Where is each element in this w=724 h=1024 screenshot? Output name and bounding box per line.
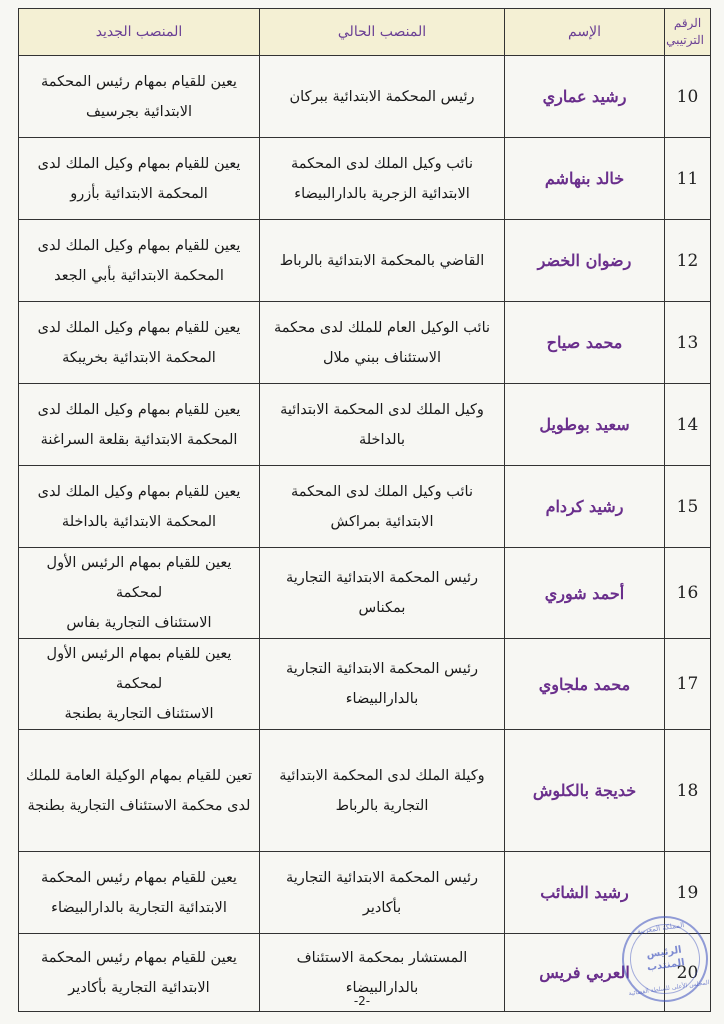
new-position	[19, 220, 260, 302]
current-position-line: بمكناس	[358, 600, 406, 616]
new-position-line: يعين للقيام بمهام وكيل الملك لدى	[37, 237, 241, 254]
new-position-line: يعين للقيام بمهام رئيس المحكمة	[41, 73, 237, 90]
current-position-line: رئيس المحكمة الابتدائية التجارية	[285, 661, 479, 677]
row-number: 20	[665, 934, 711, 1012]
table-row	[19, 384, 711, 466]
page-number: -2-	[353, 994, 371, 1008]
person-name: رضوان الخضر	[505, 220, 665, 302]
new-position-line: الاستئناف التجارية بفاس	[66, 615, 212, 631]
row-number: 14	[665, 384, 711, 466]
current-position	[260, 639, 505, 730]
row-number: 16	[665, 548, 711, 639]
new-position-line: الابتدائية التجارية بالدارالبيضاء	[51, 899, 227, 916]
row-number: 18	[665, 730, 711, 852]
new-position-line: يعين للقيام بمهام رئيس المحكمة	[41, 949, 237, 966]
current-position-line: الابتدائية بمراكش	[330, 513, 434, 530]
current-position	[260, 56, 505, 138]
new-position-line: الاستئناف التجارية بطنجة	[64, 706, 214, 722]
new-position-line: يعين للقيام بمهام الرئيس الأول لمحكمة	[46, 646, 232, 692]
new-position-line: لدى محكمة الاستئناف التجارية بطنجة	[27, 797, 251, 814]
new-position-line: الابتدائية التجارية بأكادير	[68, 979, 210, 996]
person-name: رشيد عماري	[505, 56, 665, 138]
table-row	[19, 56, 711, 138]
new-position	[19, 548, 260, 639]
new-position-line: يعين للقيام بمهام وكيل الملك لدى	[37, 401, 241, 418]
row-number: 12	[665, 220, 711, 302]
header-new-position: المنصب الجديد	[19, 9, 260, 56]
current-position-line: الاستئناف ببني ملال	[322, 349, 442, 366]
current-position-line: وكيل الملك لدى المحكمة الابتدائية	[280, 401, 484, 418]
current-position	[260, 730, 505, 852]
current-position-line: بالداخلة	[358, 431, 406, 448]
header-number: الرقم الترتيبي	[665, 9, 711, 56]
current-position	[260, 220, 505, 302]
table-row	[19, 466, 711, 548]
current-position-line: نائب وكيل الملك لدى المحكمة	[290, 483, 473, 500]
table-header	[19, 9, 711, 56]
person-name: أحمد شوري	[505, 548, 665, 639]
row-number: 17	[665, 639, 711, 730]
current-position	[260, 466, 505, 548]
person-name: رشيد كردام	[505, 466, 665, 548]
seal-line-2: المنتدب	[646, 957, 686, 974]
current-position	[260, 548, 505, 639]
current-position-line: بالدارالبيضاء	[345, 979, 419, 996]
table-body	[19, 56, 711, 1012]
row-number: 13	[665, 302, 711, 384]
seal-ring-text: المملكة المغربية	[636, 921, 685, 936]
new-position-line: يعين للقيام بمهام رئيس المحكمة	[41, 869, 237, 886]
person-name: العربي فريس	[505, 934, 665, 1012]
new-position-line: يعين للقيام بمهام وكيل الملك لدى	[37, 155, 241, 172]
new-position-line: يعين للقيام بمهام الرئيس الأول لمحكمة	[46, 555, 232, 601]
table-row	[19, 220, 711, 302]
row-number: 19	[665, 852, 711, 934]
new-position	[19, 302, 260, 384]
person-name: رشيد الشائب	[505, 852, 665, 934]
current-position-line: بأكادير	[362, 899, 402, 916]
current-position-line: التجارية بالرباط	[335, 797, 429, 814]
new-position-line: المحكمة الابتدائية بأزرو	[70, 185, 208, 202]
current-position	[260, 852, 505, 934]
person-name: سعيد بوطويل	[505, 384, 665, 466]
new-position-line: تعين للقيام بمهام الوكيلة العامة للملك	[25, 767, 253, 784]
row-number: 15	[665, 466, 711, 548]
person-name: محمد ملجاوي	[505, 639, 665, 730]
current-position-line: وكيلة الملك لدى المحكمة الابتدائية	[279, 767, 485, 784]
new-position-line: المحكمة الابتدائية بأبي الجعد	[54, 267, 224, 284]
current-position-line: نائب الوكيل العام للملك لدى محكمة	[273, 319, 491, 336]
new-position	[19, 138, 260, 220]
header-name: الإسم	[505, 9, 665, 56]
current-position-line: نائب وكيل الملك لدى المحكمة	[290, 155, 473, 172]
row-number: 10	[665, 56, 711, 138]
table-row	[19, 730, 711, 852]
current-position-line: رئيس المحكمة الابتدائية التجارية	[285, 869, 479, 886]
header-current-position: المنصب الحالي	[260, 9, 505, 56]
current-position-line: رئيس المحكمة الابتدائية ببركان	[289, 88, 475, 105]
table-row	[19, 639, 711, 730]
new-position-line: الابتدائية بجرسيف	[85, 103, 193, 120]
new-position	[19, 384, 260, 466]
current-position-line: رئيس المحكمة الابتدائية التجارية	[285, 570, 479, 586]
current-position	[260, 138, 505, 220]
table-row	[19, 852, 711, 934]
person-name: محمد صياح	[505, 302, 665, 384]
current-position	[260, 302, 505, 384]
current-position-line: بالدارالبيضاء	[345, 691, 419, 707]
new-position-line: المحكمة الابتدائية بخريبكة	[62, 349, 216, 366]
new-position	[19, 852, 260, 934]
current-position-line: القاضي بالمحكمة الابتدائية بالرباط	[279, 252, 485, 269]
new-position	[19, 56, 260, 138]
new-position-line: يعين للقيام بمهام وكيل الملك لدى	[37, 319, 241, 336]
person-name: خديجة بالكلوش	[505, 730, 665, 852]
new-position-line: المحكمة الابتدائية بالداخلة	[61, 513, 217, 530]
new-position-line: يعين للقيام بمهام وكيل الملك لدى	[37, 483, 241, 500]
table-row	[19, 548, 711, 639]
person-name: خالد بنهاشم	[505, 138, 665, 220]
appointments-table	[18, 8, 711, 1012]
current-position-line: الابتدائية الزجرية بالدارالبيضاء	[294, 185, 470, 202]
new-position	[19, 466, 260, 548]
row-number: 11	[665, 138, 711, 220]
table-row	[19, 138, 711, 220]
current-position-line: المستشار بمحكمة الاستئناف	[296, 949, 468, 966]
current-position	[260, 384, 505, 466]
seal-ring-bottom-text: المجلس الأعلى للسلطة القضائية	[628, 979, 710, 998]
new-position-line: المحكمة الابتدائية بقلعة السراغنة	[40, 431, 238, 448]
seal-line-1: الرئيس	[645, 944, 683, 961]
table-row	[19, 302, 711, 384]
new-position	[19, 639, 260, 730]
new-position	[19, 730, 260, 852]
